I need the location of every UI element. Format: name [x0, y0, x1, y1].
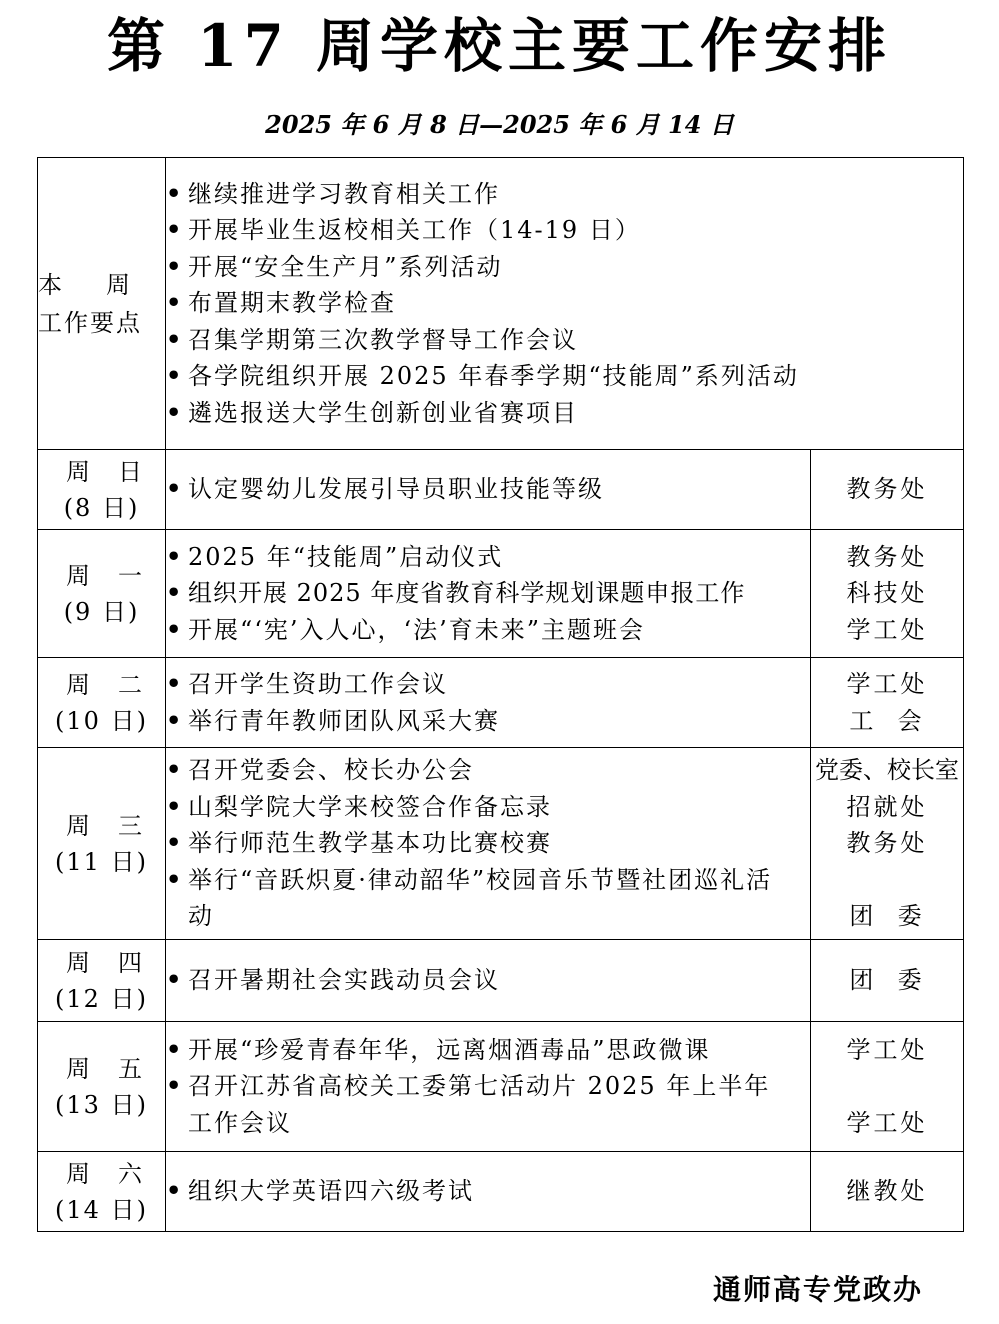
list-item: • 布置期末教学检查	[166, 285, 963, 322]
schedule-table	[37, 157, 964, 1232]
bullet-icon: •	[166, 324, 184, 354]
bullet-icon: •	[166, 864, 184, 894]
day-name: 周四	[66, 948, 170, 977]
day-label-cell	[38, 450, 170, 530]
list-item: • 召开学生资助工作会议	[166, 666, 810, 703]
key-points-items-cell	[166, 158, 964, 450]
bullet-icon: •	[166, 614, 184, 644]
list-item: • 组织开展 2025 年度省教育科学规划课题申报工作	[166, 575, 810, 612]
day-label-cell	[38, 748, 170, 940]
day-row-monday	[38, 530, 964, 658]
day-row-saturday	[38, 1152, 964, 1232]
dept-name: 学工处	[846, 1035, 928, 1064]
day-row-tuesday	[38, 658, 964, 748]
day-items-cell	[166, 530, 811, 658]
dept-name	[811, 1068, 963, 1105]
dept-cell	[811, 530, 964, 658]
bullet-icon: •	[166, 541, 184, 571]
day-date: (8 日)	[63, 493, 140, 522]
dept-name: 团 委	[849, 966, 925, 995]
bullet-icon: •	[166, 1071, 184, 1101]
bullet-icon: •	[166, 1176, 184, 1206]
day-label-cell	[38, 1022, 170, 1152]
dept-name: 教务处	[846, 475, 928, 504]
dept-cell	[811, 940, 964, 1022]
list-item: • 各学院组织开展 2025 年春季学期“技能周”系列活动	[166, 358, 963, 395]
list-item: • 召集学期第三次教学督导工作会议	[166, 322, 963, 359]
bullet-icon: •	[166, 251, 184, 281]
bullet-icon: •	[166, 755, 184, 785]
day-items-cell	[166, 940, 811, 1022]
dept-name: 党委、校长室	[815, 756, 959, 785]
bullet-icon: •	[166, 578, 183, 608]
dept-cell	[811, 450, 964, 530]
day-label-cell	[38, 530, 170, 658]
bullet-icon: •	[166, 669, 184, 698]
day-items-cell	[166, 450, 811, 530]
list-item: • 组织大学英语四六级考试	[166, 1173, 810, 1210]
day-date: (13 日)	[55, 1090, 148, 1119]
dept-name: 学工处	[846, 615, 928, 644]
bullet-icon: •	[166, 361, 184, 391]
day-items-cell	[166, 1022, 811, 1152]
list-item: • 继续推进学习教育相关工作	[166, 176, 963, 213]
dept-name: 教务处	[846, 829, 928, 858]
key-points-label	[38, 158, 174, 450]
bullet-icon: •	[166, 791, 184, 821]
day-name: 周一	[66, 561, 170, 590]
list-item: • 开展“‘宪’入人心，‘法’育未来”主题班会	[166, 612, 810, 649]
dept-name: 团 委	[849, 902, 925, 931]
dept-cell	[811, 748, 964, 940]
dept-name	[811, 862, 963, 899]
key-points-list	[166, 176, 963, 432]
list-item: • 遴选报送大学生创新创业省赛项目	[166, 395, 963, 432]
bullet-icon: •	[166, 178, 184, 208]
list-item: • 开展毕业生返校相关工作（14-19 日）	[166, 212, 963, 249]
list-item: • 召开党委会、校长办公会	[166, 752, 810, 789]
list-item: • 举行师范生教学基本功比赛校赛	[166, 825, 810, 862]
day-row-sunday	[38, 450, 964, 530]
dept-name: 科技处	[846, 579, 928, 608]
list-item: • 举行“音跃炽夏·律动韶华”校园音乐节暨社团巡礼活动	[166, 862, 773, 935]
day-label-cell	[38, 1152, 170, 1232]
bullet-icon: •	[166, 1034, 184, 1064]
key-points-label-line2: 工作要点	[38, 308, 142, 337]
list-item: • 开展“安全生产月”系列活动	[166, 249, 963, 286]
bullet-icon: •	[166, 215, 184, 245]
day-date: (9 日)	[63, 597, 140, 626]
dept-name: 招就处	[846, 792, 928, 821]
key-points-row	[38, 158, 964, 450]
bullet-icon: •	[166, 474, 184, 504]
day-date: (10 日)	[55, 706, 148, 735]
dept-cell	[811, 1152, 964, 1232]
bullet-icon: •	[166, 288, 184, 318]
list-item: • 举行青年教师团队风采大赛	[166, 703, 810, 740]
day-name: 周六	[66, 1159, 170, 1188]
list-item: • 开展“珍爱青春年华，远离烟酒毒品”思政微课	[166, 1032, 810, 1069]
dept-cell	[811, 1022, 964, 1152]
dept-cell	[811, 658, 964, 748]
day-date: (11 日)	[55, 847, 148, 876]
day-name: 周五	[66, 1054, 170, 1083]
bullet-icon: •	[166, 397, 184, 427]
day-label-cell	[38, 940, 170, 1022]
dept-name: 学工处	[846, 1108, 928, 1137]
bullet-icon: •	[166, 965, 184, 995]
day-row-friday	[38, 1022, 964, 1152]
list-item: • 2025 年“技能周”启动仪式	[166, 539, 810, 576]
list-item: • 山梨学院大学来校签合作备忘录	[166, 789, 810, 826]
dept-name: 学工处	[846, 670, 928, 698]
date-range: 2025 年 6 月 8 日—2025 年 6 月 14 日	[265, 110, 734, 139]
day-date: (12 日)	[55, 984, 148, 1013]
day-items-cell	[166, 658, 811, 748]
day-label-cell	[38, 658, 170, 748]
bullet-icon: •	[166, 828, 184, 858]
day-row-wednesday	[38, 748, 964, 940]
dept-name: 工 会	[849, 706, 925, 735]
issuer-signature: 通师高专党政办	[712, 1273, 923, 1306]
day-name: 周三	[66, 811, 170, 840]
list-item: • 召开江苏省高校关工委第七活动片 2025 年上半年工作会议	[166, 1068, 773, 1141]
key-points-label-line1: 本周	[38, 270, 174, 299]
page-title: 第 17 周学校主要工作安排	[106, 12, 893, 80]
day-items-cell	[166, 748, 811, 940]
day-row-thursday	[38, 940, 964, 1022]
day-items-cell	[166, 1152, 811, 1232]
list-item: • 认定婴幼儿发展引导员职业技能等级	[166, 471, 810, 508]
list-item: • 召开暑期社会实践动员会议	[166, 962, 810, 999]
day-name: 周二	[66, 670, 170, 699]
dept-name: 继教处	[846, 1177, 928, 1206]
dept-name: 教务处	[846, 542, 928, 571]
day-name: 周日	[66, 457, 170, 486]
bullet-icon: •	[166, 705, 184, 735]
day-date: (14 日)	[55, 1195, 148, 1224]
